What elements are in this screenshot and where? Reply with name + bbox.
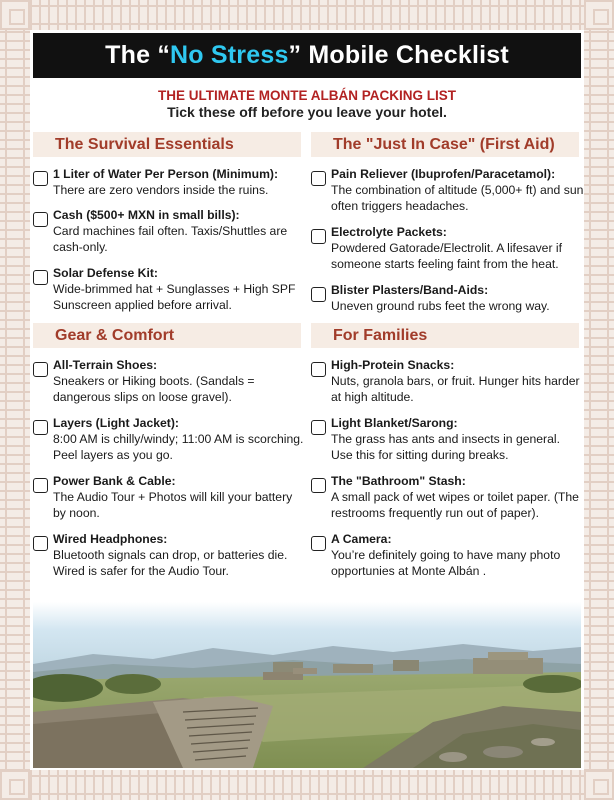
item-title: Light Blanket/Sarong: bbox=[331, 416, 458, 430]
checklist-item bbox=[33, 207, 307, 255]
checklist-item bbox=[311, 282, 585, 314]
item-description: A small pack of wet wipes or toilet paper. (The restrooms frequently run out of paper). bbox=[331, 490, 579, 520]
item-description: The grass has ants and insects in general. Use this for sitting during breaks. bbox=[331, 432, 560, 462]
item-description: Bluetooth signals can drop, or batteries die. Wired is safer for the Audio Tour. bbox=[53, 548, 288, 578]
title-accent: No Stress bbox=[170, 41, 289, 69]
item-title: Wired Headphones: bbox=[53, 532, 168, 546]
checkbox[interactable] bbox=[311, 536, 326, 551]
item-description: Wide-brimmed hat + Sunglasses + High SPF Sunscreen applied before arrival. bbox=[53, 282, 296, 312]
item-title: Pain Reliever (Ibuprofen/Paracetamol): bbox=[331, 167, 556, 181]
checkbox[interactable] bbox=[311, 420, 326, 435]
decorative-border-right bbox=[584, 0, 614, 800]
item-description: Powdered Gatorade/Electrolit. A lifesaver if someone starts feeling faint from the heat. bbox=[331, 241, 563, 271]
item-description: You’re definitely going to have many photo opportunies at Monte Albán . bbox=[331, 548, 561, 578]
border-corner bbox=[584, 770, 614, 800]
checklist-item bbox=[33, 415, 307, 463]
checklist-item bbox=[311, 415, 585, 463]
item-title: All-Terrain Shoes: bbox=[53, 358, 158, 372]
item-title: Power Bank & Cable: bbox=[53, 474, 176, 488]
monte-alban-photo bbox=[33, 602, 581, 768]
item-description: The combination of altitude (5,000+ ft) and sun often triggers headaches. bbox=[331, 183, 584, 213]
instruction-text: Tick these off before you leave your hotel. bbox=[167, 104, 447, 120]
section-header-survival: The Survival Essentials bbox=[33, 132, 301, 157]
item-title: A Camera: bbox=[331, 532, 392, 546]
decorative-border-bottom bbox=[0, 770, 614, 800]
item-title: High-Protein Snacks: bbox=[331, 358, 455, 372]
item-description: Nuts, granola bars, or fruit. Hunger hits harder at high altitude. bbox=[331, 374, 580, 404]
item-title: Cash ($500+ MXN in small bills): bbox=[53, 208, 240, 222]
title-prefix: The “ bbox=[105, 41, 171, 69]
checkbox[interactable] bbox=[33, 536, 48, 551]
decorative-border-left bbox=[0, 0, 30, 800]
checklist-item bbox=[33, 473, 307, 521]
item-title: 1 Liter of Water Per Person (Minimum): bbox=[53, 167, 279, 181]
checkbox[interactable] bbox=[33, 420, 48, 435]
section-header-gear: Gear & Comfort bbox=[33, 323, 301, 348]
item-title: The "Bathroom" Stash: bbox=[331, 474, 466, 488]
checkbox[interactable] bbox=[33, 362, 48, 377]
section-header-first-aid: The "Just In Case" (First Aid) bbox=[311, 132, 579, 157]
checkbox[interactable] bbox=[311, 171, 326, 186]
checklist-item bbox=[311, 473, 585, 521]
item-title: Layers (Light Jacket): bbox=[53, 416, 179, 430]
checklist-item bbox=[33, 531, 307, 579]
ruins-landscape-illustration bbox=[33, 602, 581, 768]
border-corner bbox=[0, 0, 30, 30]
item-title: Blister Plasters/Band-Aids: bbox=[331, 283, 489, 297]
item-title: Electrolyte Packets: bbox=[331, 225, 447, 239]
checkbox[interactable] bbox=[311, 229, 326, 244]
left-column bbox=[33, 0, 307, 600]
item-title: Solar Defense Kit: bbox=[53, 266, 158, 280]
item-description: 8:00 AM is chilly/windy; 11:00 AM is scorching. Peel layers as you go. bbox=[53, 432, 304, 462]
item-description: Card machines fail often. Taxis/Shuttles are cash-only. bbox=[53, 224, 288, 254]
checklist-item bbox=[33, 166, 307, 198]
item-description: Sneakers or Hiking boots. (Sandals = dangerous slips on loose gravel). bbox=[53, 374, 255, 404]
item-description: The Audio Tour + Photos will kill your battery by noon. bbox=[53, 490, 293, 520]
checkbox[interactable] bbox=[33, 270, 48, 285]
checklist-item bbox=[33, 265, 307, 313]
packing-list-subtitle: THE ULTIMATE MONTE ALBÁN PACKING LIST bbox=[158, 88, 456, 103]
section-header-families: For Families bbox=[311, 323, 579, 348]
checkbox[interactable] bbox=[33, 212, 48, 227]
checklist-item bbox=[311, 166, 585, 214]
item-description: There are zero vendors inside the ruins. bbox=[53, 183, 269, 197]
checkbox[interactable] bbox=[311, 362, 326, 377]
border-corner bbox=[584, 0, 614, 30]
title-suffix: ” Mobile Checklist bbox=[288, 41, 509, 69]
right-column bbox=[311, 0, 585, 600]
checkbox[interactable] bbox=[311, 287, 326, 302]
checklist-item bbox=[311, 357, 585, 405]
checkbox[interactable] bbox=[311, 478, 326, 493]
checklist-item bbox=[311, 531, 585, 579]
checklist-item bbox=[33, 357, 307, 405]
checklist-item bbox=[311, 224, 585, 272]
item-description: Uneven ground rubs feet the wrong way. bbox=[331, 299, 550, 313]
checkbox[interactable] bbox=[33, 478, 48, 493]
border-corner bbox=[0, 770, 30, 800]
checkbox[interactable] bbox=[33, 171, 48, 186]
